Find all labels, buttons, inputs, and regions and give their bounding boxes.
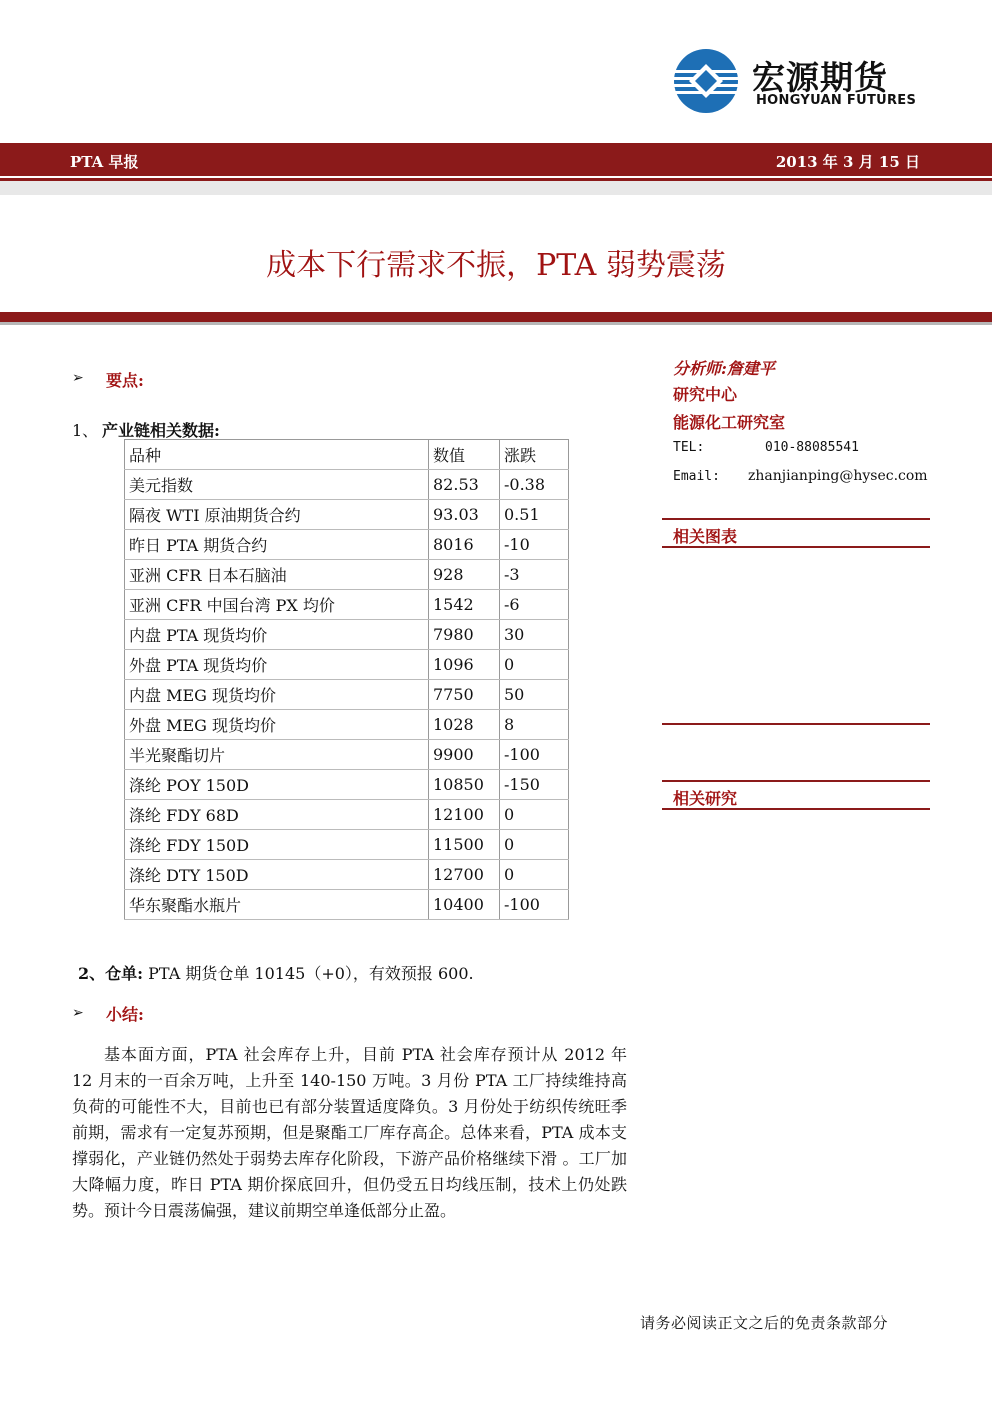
warehouse-receipt-label: 2、仓单:	[78, 964, 144, 983]
table-cell: 内盘 MEG 现货均价	[125, 680, 429, 710]
table-cell: 美元指数	[125, 470, 429, 500]
hongyuan-logo-icon	[673, 48, 739, 114]
table-row	[125, 830, 569, 860]
subsection-number: 1、	[72, 421, 99, 440]
table-cell: 0	[500, 800, 569, 830]
table-cell: 30	[500, 620, 569, 650]
table-cell: 1542	[429, 590, 500, 620]
email-label: Email:	[673, 469, 720, 484]
related-research-title: 相关研究	[673, 789, 738, 808]
table-row	[125, 890, 569, 920]
table-cell: 928	[429, 560, 500, 590]
table-cell: 93.03	[429, 500, 500, 530]
table-cell: -150	[500, 770, 569, 800]
bullet-arrow-icon: ➢	[72, 1005, 84, 1021]
title-divider	[0, 312, 992, 322]
table-cell: 内盘 PTA 现货均价	[125, 620, 429, 650]
table-cell: 涤纶 POY 150D	[125, 770, 429, 800]
table-cell: 涤纶 FDY 150D	[125, 830, 429, 860]
table-cell: -100	[500, 740, 569, 770]
table-cell: 12700	[429, 860, 500, 890]
divider	[662, 546, 930, 548]
brand-name-en: HONGYUAN FUTURES	[756, 93, 917, 108]
table-row	[125, 650, 569, 680]
email-address[interactable]: zhanjianping@hysec.com	[748, 468, 928, 484]
table-cell: -0.38	[500, 470, 569, 500]
table-row	[125, 860, 569, 890]
table-cell: 0.51	[500, 500, 569, 530]
section-key-points-title: 要点:	[106, 371, 144, 390]
table-cell: 10400	[429, 890, 500, 920]
table-cell: 9900	[429, 740, 500, 770]
table-cell: 0	[500, 830, 569, 860]
table-cell: 8	[500, 710, 569, 740]
table-cell: -3	[500, 560, 569, 590]
table-cell: -100	[500, 890, 569, 920]
related-charts-title: 相关图表	[673, 527, 738, 546]
table-cell: 隔夜 WTI 原油期货合约	[125, 500, 429, 530]
table-cell: 7750	[429, 680, 500, 710]
table-cell: 82.53	[429, 470, 500, 500]
title-divider-shadow	[0, 322, 992, 325]
report-type: PTA 早报	[70, 153, 139, 171]
tel-number: 010-88085541	[765, 440, 859, 455]
divider	[662, 723, 930, 725]
industry-data-table	[124, 439, 569, 920]
table-row	[125, 800, 569, 830]
table-row	[125, 770, 569, 800]
table-cell: 1028	[429, 710, 500, 740]
report-date: 2013 年 3 月 15 日	[775, 153, 920, 171]
table-cell: 10850	[429, 770, 500, 800]
tel-label: TEL:	[673, 440, 705, 455]
table-cell: 50	[500, 680, 569, 710]
table-cell: 亚洲 CFR 日本石脑油	[125, 560, 429, 590]
table-row	[125, 710, 569, 740]
table-cell: 8016	[429, 530, 500, 560]
table-header-cell: 涨跌	[500, 440, 569, 470]
table-row	[125, 560, 569, 590]
table-row	[125, 740, 569, 770]
table-cell: 亚洲 CFR 中国台湾 PX 均价	[125, 590, 429, 620]
summary-text: 基本面方面，PTA 社会库存上升，目前 PTA 社会库存预计从 2012 年 12 月末的一百余万吨，上升至 140-150 万吨。3 月份 PTA 工厂持续维持高负荷的可能性不大，目前也已有部分装置适度降负。3 月份处于纺织传统旺季前期，需求有一定复苏预期，但是聚酯工厂库存高企。总体来看，PTA 成本支撑弱化，产业链仍然处于弱势去库存化阶段，下游产品价格继续下滑 。工厂加大降幅力度，昨日 PTA 期价探底回升，但仍受五日均线压制，技术上仍处跌势。预计今日震荡偏强，建议前期空单逢低部分止盈。	[72, 1045, 627, 1220]
report-title: 成本下行需求不振，PTA 弱势震荡	[266, 248, 726, 283]
table-cell: 11500	[429, 830, 500, 860]
analyst-name: 分析师:詹建平	[673, 359, 775, 378]
divider	[662, 780, 930, 782]
table-cell: 外盘 PTA 现货均价	[125, 650, 429, 680]
table-row	[125, 500, 569, 530]
table-cell: 12100	[429, 800, 500, 830]
table-cell: 昨日 PTA 期货合约	[125, 530, 429, 560]
table-cell: 7980	[429, 620, 500, 650]
table-row	[125, 590, 569, 620]
table-header-row	[125, 440, 569, 470]
research-dept: 能源化工研究室	[673, 413, 786, 432]
brand-name-cn: 宏源期货	[752, 58, 888, 97]
bullet-arrow-icon: ➢	[72, 370, 84, 386]
divider	[662, 808, 930, 810]
divider	[662, 518, 930, 520]
table-cell: 半光聚酯切片	[125, 740, 429, 770]
table-cell: 0	[500, 650, 569, 680]
table-cell: 0	[500, 860, 569, 890]
table-row	[125, 530, 569, 560]
table-row	[125, 470, 569, 500]
table-cell: -6	[500, 590, 569, 620]
summary-paragraph	[72, 1042, 627, 1224]
research-center: 研究中心	[673, 385, 738, 404]
table-header-cell: 数值	[429, 440, 500, 470]
table-cell: 1096	[429, 650, 500, 680]
table-row	[125, 680, 569, 710]
table-cell: 涤纶 FDY 68D	[125, 800, 429, 830]
disclaimer-note: 请务必阅读正文之后的免责条款部分	[640, 1314, 889, 1332]
table-cell: -10	[500, 530, 569, 560]
table-cell: 华东聚酯水瓶片	[125, 890, 429, 920]
section-summary-title: 小结:	[106, 1005, 144, 1024]
table-row	[125, 620, 569, 650]
table-cell: 涤纶 DTY 150D	[125, 860, 429, 890]
header-shadow	[0, 181, 992, 195]
warehouse-receipt-line	[78, 961, 474, 984]
table-cell: 外盘 MEG 现货均价	[125, 710, 429, 740]
table-header-cell: 品种	[125, 440, 429, 470]
warehouse-receipt-text: PTA 期货仓单 10145（+0），有效预报 600.	[148, 964, 474, 983]
subsection-industry-data-title: 产业链相关数据:	[102, 421, 220, 440]
